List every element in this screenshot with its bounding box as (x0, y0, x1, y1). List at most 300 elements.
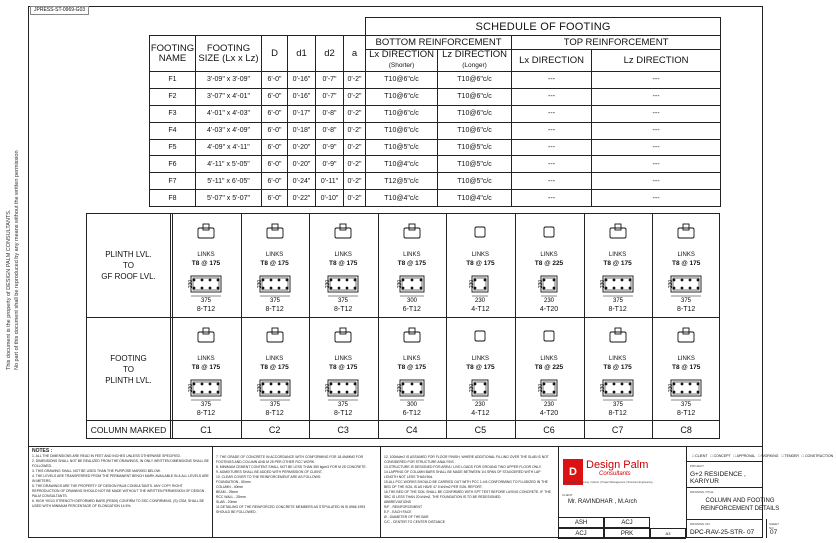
rebar-icon (697, 391, 700, 394)
rebar-icon (201, 383, 204, 386)
rebar-icon (209, 279, 212, 282)
note-line: 12. 100kN/m2 IS ASSUMED FOR FLOOR FINISH, WHERE ADDITIONAL FILLING OVER THE SLAB IS NOT CONSIDERED FOR STRUCTURE ANALYSIS. (384, 455, 549, 464)
column-detail-cell (584, 318, 652, 421)
rebar-icon (689, 391, 692, 394)
side-note-line-1: This document is the property of DESIGN PALM CONSULTANTS. (6, 209, 12, 370)
footing-cell-blx: T12@5"c/c (366, 173, 438, 190)
links-spacing: T8 @ 225 (534, 260, 564, 267)
footing-cell-tlx: --- (512, 72, 592, 89)
rebar-icon (689, 383, 692, 386)
column-detail-cell (446, 318, 514, 421)
main-bars: 8-T12 (265, 410, 284, 417)
column-section-icon (323, 274, 363, 304)
link-shape-icon (607, 222, 629, 240)
links-label: LINKS (540, 252, 558, 258)
rebar-icon (612, 391, 615, 394)
footing-cell-a: 0'-2" (344, 156, 366, 173)
footing-cell-d: 6'-0" (262, 190, 288, 207)
link-shape-icon (332, 326, 354, 344)
column-section (186, 378, 226, 408)
main-bars: 6-T12 (402, 306, 421, 313)
client-label: CLIENT (562, 493, 573, 497)
rebar-icon (285, 279, 288, 282)
main-bars: 6-T12 (402, 410, 421, 417)
drawing-title: COLUMN AND FOOTING REINFORCEMENT DETAILS (700, 498, 780, 512)
footing-cell-blz: T10@4"c/c (438, 190, 512, 207)
column-name: C6 (543, 425, 555, 435)
section-depth-label: 230 (188, 279, 194, 289)
side-note-line-2: No part of this document shall be reproduced by any means without the written permission (14, 150, 20, 370)
section-depth-label: 230 (469, 383, 476, 393)
section-depth-label: 230 (599, 383, 606, 393)
footing-row (150, 139, 721, 156)
footing-cell-tlz: --- (592, 190, 721, 207)
link-shape (538, 326, 560, 344)
row-label-footing-to-plinth: FOOTING TO PLINTH LVL. (87, 318, 171, 421)
links-label: LINKS (403, 356, 421, 362)
section-width-label: 375 (681, 298, 692, 304)
section-depth-label: 230 (188, 383, 194, 393)
main-bars: 8-T12 (196, 306, 216, 313)
notes-column-3 (384, 455, 554, 525)
column-section-icon (666, 378, 706, 408)
column-section (392, 274, 432, 304)
section-depth-label: 230 (256, 383, 263, 393)
rebar-icon (697, 383, 700, 386)
rebar-icon (217, 279, 220, 282)
schedule-title: SCHEDULE OF FOOTING (366, 18, 721, 36)
rebar-icon (484, 279, 487, 282)
column-detail-cell (515, 214, 583, 317)
link-shape (332, 222, 354, 240)
rebar-icon (354, 383, 357, 386)
title-divider (766, 519, 767, 538)
rebar-icon (484, 287, 487, 290)
header-bottom-lx: Lx DIRECTION (Shorter) (366, 50, 438, 72)
side-copyright-note (2, 150, 24, 370)
rebar-icon (346, 287, 349, 290)
note-line: FOUNDATION - 50mm (216, 480, 251, 484)
section-width-label: 375 (200, 402, 212, 408)
note-line: 16.THE BED OF THE SOIL SHALL BE CONFIRMED WITH SPT TEST BEFORE LAYING CONCRETE. IF THE SBC IS LESS THAN 20 kN/m2, THE FOUNDATION IS TO BE REDESIGNED. (384, 490, 551, 499)
column-section (323, 274, 363, 304)
link-shape (401, 326, 423, 344)
notes-column-1 (32, 449, 210, 509)
footing-cell-tlx: --- (512, 105, 592, 122)
footing-cell-name: F5 (150, 139, 196, 156)
footing-cell-d: 6'-0" (262, 88, 288, 105)
main-bars: 8-T12 (334, 306, 353, 313)
section-depth-label: 230 (396, 279, 403, 289)
main-bars: 8-T12 (608, 306, 627, 313)
header-top-reinforcement: TOP REINFORCEMENT (512, 36, 721, 50)
drawing-title-label: DRAWING TITLE (690, 490, 714, 494)
rebar-icon (612, 279, 615, 282)
rebar-icon (354, 391, 357, 394)
column-section (598, 378, 638, 408)
main-bars: 8-T12 (265, 306, 284, 313)
column-section (529, 274, 569, 304)
footing-cell-d: 6'-0" (262, 105, 288, 122)
rebar-icon (277, 383, 280, 386)
links-label: LINKS (197, 252, 215, 258)
column-section (255, 274, 295, 304)
rebar-icon (201, 279, 204, 282)
footing-cell-d2: 0'-7" (316, 88, 344, 105)
rebar-icon (354, 287, 357, 290)
column-name: C7 (611, 425, 624, 435)
rebar-icon (410, 279, 413, 282)
section-width-label: 375 (269, 298, 280, 304)
link-shape-icon (332, 222, 354, 240)
section-depth-label: 230 (396, 383, 403, 393)
footing-row (150, 105, 721, 122)
links-label: LINKS (677, 356, 695, 362)
note-line: 4. THE LEVELS ARE TRANSFERRED FROM THE PERMANENT BENCH MARK AVAILABLE IN & ALL LEVELS ARE IN METERS. (32, 474, 209, 483)
footing-cell-tlz: --- (592, 122, 721, 139)
footing-cell-tlz: --- (592, 156, 721, 173)
footing-cell-size: 3'-07" x 4'-01" (196, 88, 262, 105)
column-marked-label: COLUMN MARKED (87, 421, 171, 439)
drawn-by: ASH (558, 517, 604, 528)
links-label: LINKS (471, 252, 490, 258)
rebar-icon (628, 383, 631, 386)
footing-cell-d: 6'-0" (262, 72, 288, 89)
column-section-icon (323, 378, 363, 408)
footing-cell-d: 6'-0" (262, 173, 288, 190)
header-d2: d2 (316, 36, 344, 72)
grid-line (686, 487, 763, 488)
note-line: Ø - DIAMETER OF THE BAR (384, 515, 429, 519)
footing-cell-blx: T10@6"c/c (366, 88, 438, 105)
column-name: C5 (474, 425, 487, 435)
rebar-icon (689, 279, 692, 282)
footing-cell-d2: 0'-9" (316, 156, 344, 173)
footing-cell-d1: 0'-18" (288, 122, 316, 139)
footing-cell-tlx: --- (512, 122, 592, 139)
links-label: LINKS (197, 356, 215, 362)
grid-line (686, 519, 763, 520)
note-line: E.F - EACH FACE (384, 510, 412, 514)
note-line: 9. ADMIXTURES SHALL BE ADDED WITH PERMISSION OF CLIENT. (216, 470, 323, 474)
footing-cell-d1: 0'-17" (288, 105, 316, 122)
paper-size: A3 (650, 528, 686, 539)
footing-cell-size: 4'-01" x 4'-03" (196, 105, 262, 122)
footing-cell-tlz: --- (592, 72, 721, 89)
rebar-icon (346, 279, 349, 282)
firm-address: Architecture | Planning | Interior | Project Management | Structure Engineering (563, 481, 653, 484)
column-detail-cell (515, 318, 583, 421)
link-shape-icon (538, 222, 560, 240)
column-section-icon (666, 274, 706, 304)
note-line: RCC WALL - 25mm (216, 495, 246, 499)
main-bars: 8-T12 (334, 410, 353, 417)
note-line: R/F - REINFORCEMENT (384, 505, 423, 509)
links-spacing: T8 @ 175 (397, 260, 426, 267)
rebar-icon (410, 391, 413, 394)
column-schedule (86, 213, 720, 439)
link-shape (195, 326, 217, 344)
header-bottom-reinforcement: BOTTOM REINFORCEMENT (366, 36, 512, 50)
section-depth-label: 230 (325, 279, 332, 289)
rebar-icon (217, 287, 220, 290)
section-width-label: 375 (338, 402, 349, 408)
column-detail-cell (241, 214, 309, 317)
column-detail-cell (309, 318, 377, 421)
column-section-icon (392, 274, 432, 304)
rebar-icon (269, 391, 272, 394)
links-label: LINKS (471, 356, 490, 362)
link-shape (607, 326, 629, 344)
project-label: PROJECT (690, 464, 705, 468)
section-width-label: 375 (200, 298, 212, 304)
links-spacing: T8 @ 175 (260, 260, 289, 267)
footing-cell-d2: 0'-8" (316, 122, 344, 139)
link-shape-icon (401, 222, 423, 240)
column-detail-cell (241, 318, 309, 421)
link-shape (607, 222, 629, 240)
link-shape (469, 222, 491, 240)
sheet-number: 07 (770, 529, 778, 536)
link-shape-icon (607, 326, 629, 344)
section-width-label: 230 (543, 298, 555, 304)
rebar-icon (612, 287, 615, 290)
links-spacing: T8 @ 175 (328, 260, 358, 267)
rebar-icon (620, 383, 623, 386)
links-spacing: T8 @ 175 (603, 364, 632, 371)
rebar-icon (484, 391, 487, 394)
footing-cell-tlz: --- (592, 105, 721, 122)
links-label: LINKS (265, 356, 284, 362)
firm-logo (563, 459, 658, 489)
column-section-icon (186, 274, 226, 304)
link-shape (675, 222, 697, 240)
row-label-plinth-to-roof: PLINTH LVL. TO GF ROOF LVL. (87, 214, 171, 317)
links-spacing: T8 @ 175 (466, 260, 495, 267)
note-line: 5. THE DRAWINGS ARE THE PROPERTY OF DESIGN PALM CONSULTANTS. ANY COPY RIGHT REPRODUCTION OF DRAWING SHOULD NOT BE MADE WITHOUT THE WRITTEN PERMISSION OF DESIGN PALM CONSULTANTS. (32, 484, 205, 498)
rebar-icon (628, 287, 631, 290)
footing-cell-name: F2 (150, 88, 196, 105)
footing-cell-size: 4'-03" x 4'-09" (196, 122, 262, 139)
column-name: C8 (680, 425, 692, 435)
header-a: a (344, 36, 366, 72)
note-line: COLUMN - 40mm (216, 485, 244, 489)
note-line: 11.DETAILING OF THE REINFORCED CONCRETE MEMBERS AS STIPULATED IN SI 6966 1993 SHOULD BE FOLLOWED. (216, 505, 366, 514)
link-shape (264, 222, 286, 240)
footing-cell-tlx: --- (512, 190, 592, 207)
footing-cell-blx: T10@6"c/c (366, 105, 438, 122)
footing-cell-blz: T10@6"c/c (438, 72, 512, 89)
column-name: C2 (268, 425, 281, 435)
footing-cell-d1: 0'-20" (288, 139, 316, 156)
footing-cell-size: 3'-09" x 3'-09" (196, 72, 262, 89)
footing-cell-d: 6'-0" (262, 139, 288, 156)
grid-line (686, 461, 763, 462)
footing-cell-d1: 0'-24" (288, 173, 316, 190)
rebar-icon (419, 279, 422, 282)
footing-cell-blz: T10@6"c/c (438, 122, 512, 139)
column-section (666, 274, 706, 304)
firm-name: Design Palm (586, 459, 649, 471)
sheet-tag: JPRESS-ST-0969-G03 (30, 6, 89, 15)
rebar-icon (269, 279, 272, 282)
column-section (460, 378, 500, 408)
column-detail-cell (378, 318, 446, 421)
column-section (255, 378, 295, 408)
footing-cell-size: 5'-07" x 5'-07" (196, 190, 262, 207)
footing-row (150, 173, 721, 190)
notes-divider (212, 447, 213, 538)
rebar-icon (410, 383, 413, 386)
column-section-icon (255, 274, 295, 304)
column-detail-cell (652, 318, 720, 421)
footing-cell-blx: T10@6"c/c (366, 122, 438, 139)
footing-cell-tlx: --- (512, 139, 592, 156)
column-section (529, 378, 569, 408)
links-label: LINKS (608, 252, 627, 258)
section-width-label: 300 (406, 298, 417, 304)
link-shape (675, 326, 697, 344)
note-line: 1. ALL THE DIMENSIONS ARE READ IN FEET AND INCHES UNLESS OTHERWISE SPECIFIED. (32, 454, 181, 458)
section-depth-label: 230 (256, 279, 263, 289)
drawing-status-flags (692, 454, 836, 458)
approved-by: PRK (604, 528, 650, 539)
status-flag: □ CONCEPT (710, 454, 731, 458)
note-line: 13.STRUCTURE IS DESIGNED FOR AREA / LIVE LOADS FOR GROUND TWO UPPER FLOOR ONLY. (384, 465, 542, 469)
column-section-icon (529, 378, 569, 408)
footing-cell-d1: 0'-22" (288, 190, 316, 207)
section-depth-label: 230 (538, 383, 544, 393)
footing-row (150, 72, 721, 89)
links-label: LINKS (540, 356, 558, 362)
link-shape (332, 326, 354, 344)
footing-cell-blx: T10@4"c/c (366, 190, 438, 207)
designed-by: ACJ (558, 528, 604, 539)
note-line: 8. MINIMUM CEMENT CONTENT SHALL NOT BE LESS THAN 350 kg/m3 FOR M 25 CONCRETE. (216, 465, 367, 469)
links-spacing: T8 @ 175 (466, 364, 495, 371)
links-spacing: T8 @ 175 (191, 260, 221, 267)
footing-cell-d2: 0'-8" (316, 105, 344, 122)
column-section (323, 378, 363, 408)
rebar-icon (697, 287, 700, 290)
footing-cell-size: 4'-09" x 4'-11" (196, 139, 262, 156)
main-bars: 8-T12 (677, 306, 696, 313)
column-section-icon (598, 274, 638, 304)
column-name: C3 (337, 425, 349, 435)
footing-cell-name: F4 (150, 122, 196, 139)
column-section-icon (186, 378, 226, 408)
column-section (186, 274, 226, 304)
footing-row (150, 156, 721, 173)
status-flag: □ APPROVAL (733, 454, 756, 458)
main-bars: 8-T12 (677, 410, 696, 417)
footing-cell-blz: T10@5"c/c (438, 139, 512, 156)
link-shape (538, 222, 560, 240)
footing-cell-d2: 0'-10" (316, 190, 344, 207)
column-section (598, 274, 638, 304)
footing-cell-d: 6'-0" (262, 122, 288, 139)
footing-cell-d2: 0'-9" (316, 139, 344, 156)
rebar-icon (553, 287, 556, 290)
rebar-icon (201, 391, 204, 394)
rebar-icon (620, 391, 623, 394)
main-bars: 4-T20 (539, 306, 559, 313)
rebar-icon (620, 279, 623, 282)
footing-cell-d1: 0'-16" (288, 88, 316, 105)
rebar-icon (338, 287, 341, 290)
rebar-icon (209, 383, 212, 386)
section-width-label: 230 (475, 298, 486, 304)
link-shape-icon (195, 222, 217, 240)
rebar-icon (338, 279, 341, 282)
rebar-icon (697, 279, 700, 282)
rebar-icon (217, 391, 220, 394)
column-detail-cell (652, 214, 720, 317)
footing-cell-d1: 0'-16" (288, 72, 316, 89)
section-width-label: 375 (269, 402, 280, 408)
column-detail-cell (584, 214, 652, 317)
rebar-icon (209, 287, 212, 290)
column-section-icon (529, 274, 569, 304)
links-spacing: T8 @ 225 (534, 364, 564, 371)
header-d1: d1 (288, 36, 316, 72)
rebar-icon (346, 383, 349, 386)
footing-cell-blx: T10@4"c/c (366, 156, 438, 173)
links-spacing: T8 @ 175 (671, 364, 701, 371)
main-bars: 4-T12 (471, 410, 490, 417)
header-d: D (262, 36, 288, 72)
section-depth-label: 230 (469, 279, 476, 289)
note-line: 14.LAPPING OF COLUMN BARS SHALL BE MADE BETWEEN 1/4 SPAN OF STAGGERED WITH LAP LENGTH NOT LESS THAN 50d. (384, 470, 541, 479)
column-detail-cell (172, 318, 240, 421)
section-depth-label: 230 (668, 383, 675, 393)
header-footing-name: FOOTING NAME (150, 36, 196, 72)
footing-cell-a: 0'-2" (344, 72, 366, 89)
rebar-icon (269, 287, 272, 290)
note-line: SLAB - 20mm (216, 500, 238, 504)
rebar-icon (681, 391, 684, 394)
link-shape-icon (264, 222, 286, 240)
links-spacing: T8 @ 175 (328, 364, 358, 371)
rebar-icon (285, 287, 288, 290)
links-label: LINKS (403, 252, 421, 258)
rebar-icon (484, 383, 487, 386)
link-shape-icon (675, 222, 697, 240)
rebar-icon (620, 287, 623, 290)
rebar-icon (269, 383, 272, 386)
rebar-icon (419, 391, 422, 394)
header-bottom-lz: Lz DIRECTION (Longer) (438, 50, 512, 72)
column-section (666, 378, 706, 408)
link-shape (401, 222, 423, 240)
link-shape-icon (538, 326, 560, 344)
note-line: ABBREVIATIONS (384, 500, 412, 504)
column-section-icon (255, 378, 295, 408)
link-shape-icon (469, 222, 491, 240)
links-spacing: T8 @ 175 (603, 260, 632, 267)
checked-by: ACJ (604, 517, 650, 528)
section-width-label: 375 (612, 402, 623, 408)
link-shape-icon (401, 326, 423, 344)
footing-cell-size: 5'-11" x 6'-05" (196, 173, 262, 190)
rebar-icon (628, 391, 631, 394)
column-section-icon (460, 274, 500, 304)
notes-title: NOTES : (32, 448, 53, 454)
footing-cell-a: 0'-2" (344, 173, 366, 190)
footing-cell-size: 4'-11" x 5'-05" (196, 156, 262, 173)
status-flag: □ WORKING (758, 454, 779, 458)
links-label: LINKS (334, 252, 352, 258)
